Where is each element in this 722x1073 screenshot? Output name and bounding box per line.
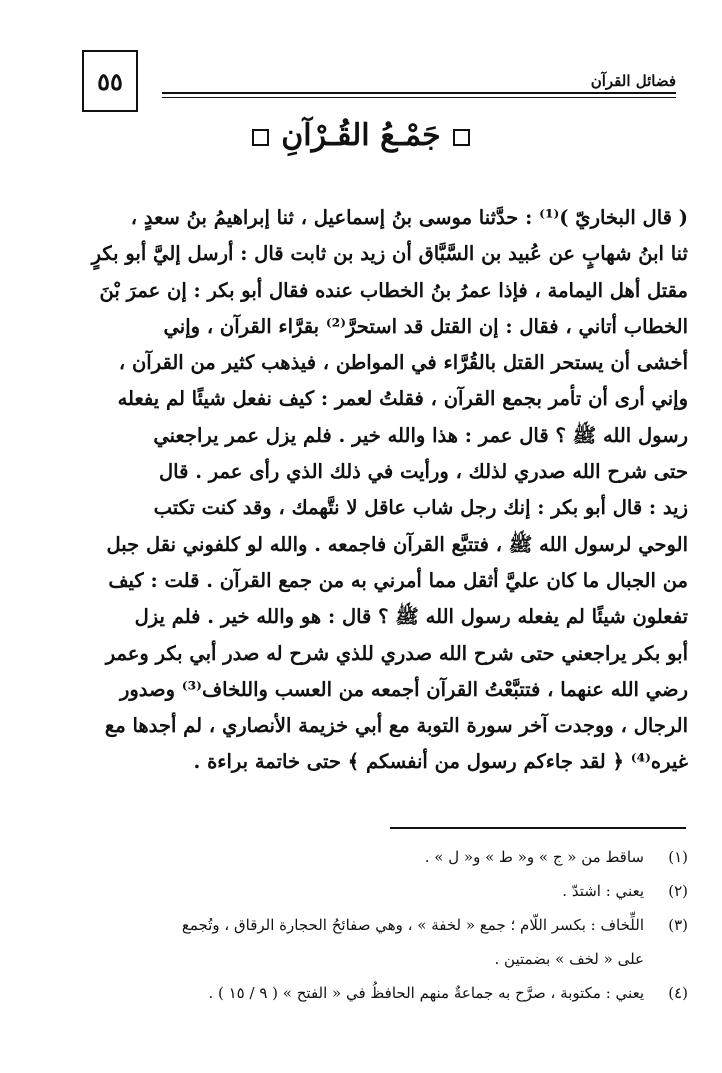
body-line: مقتل أهل اليمامة ، فإذا عمرُ بنُ الخطاب عنده فقال أبو بكر : إن عمرَ بْنَ [99, 278, 688, 302]
body-line: ثنا ابنُ شهابٍ عن عُبيد بن السَّبَّاق أن زيد بن ثابت قال : أرسل إليَّ أبو بكرٍ [91, 242, 688, 266]
body-line: الخطاب أتاني ، فقال : إن القتل قد استحرَّ⁽²⁾ بقرَّاء القرآن ، وإني [163, 314, 688, 338]
footnote-continuation: على « لخف » بضمتين . [494, 950, 644, 968]
footnote-number: (٢) [668, 882, 688, 900]
page-number: ٥٥ [97, 66, 123, 96]
section-heading [0, 118, 722, 153]
body-line: غيره⁽⁴⁾ ﴿ لقد جاءكم رسول من أنفسكم ﴾ حتى خاتمة براءة . [193, 750, 688, 774]
footnote-text: ساقط من « ج » و« ط » و« ل » . [424, 848, 644, 866]
body-line: وإني أرى أن تأمر بجمع القرآن ، فقلتُ لعمر : كيف نفعل شيئًا لم يفعله [117, 387, 688, 411]
header-rule [162, 92, 676, 94]
header-rule-thin [162, 97, 676, 98]
footnote-number: (٤) [668, 984, 688, 1002]
body-line: أبو بكر يراجعني حتى شرح الله صدري للذي شرح له صدر أبي بكر وعمر [105, 641, 688, 665]
footnote [52, 976, 688, 1010]
body-line: تفعلون شيئًا لم يفعله رسول الله ﷺ ؟ قال : هو والله خير . فلم يزل [134, 605, 688, 629]
body-line: رسول الله ﷺ ؟ قال عمر : هذا والله خير . فلم يزل عمر يراجعني [153, 423, 688, 447]
footnote [52, 908, 688, 942]
footnote-number: (٣) [668, 916, 688, 934]
body-line: من الجبال ما كان عليَّ أثقل مما أمرني به من جمع القرآن . قلت : كيف [108, 568, 688, 592]
footnote [52, 840, 688, 874]
footnotes [52, 840, 688, 1010]
body-line: ( قال البخاريّ )⁽¹⁾ : حدَّثنا موسى بنُ إسماعيل ، ثنا إبراهيمُ بنُ سعدٍ ، [130, 206, 688, 229]
footnote-separator [390, 827, 686, 829]
square-ornament-icon [252, 129, 269, 146]
body-line: الرجال ، ووجدت آخر سورة التوبة مع أبي خزيمة الأنصاري ، لم أجدها مع [104, 714, 688, 738]
body-line: أخشى أن يستحر القتل بالقُرَّاء في المواطن ، فيذهب كثير من القرآن ، [118, 351, 688, 375]
footnote [52, 874, 688, 908]
body-text [52, 200, 688, 781]
footnote-text: يعني : اشتدّ . [562, 882, 644, 900]
footnote-text: اللِّخاف : بكسر اللّام ؛ جمع « لخفة » ، وهي صفائحُ الحجارة الرقاق ، وتُجمع [181, 916, 644, 934]
body-line: حتى شرح الله صدري لذلك ، ورأيت في ذلك الذي رأى عمر . قال [158, 460, 688, 484]
footnote-text: يعني : مكتوبة ، صرَّح به جماعةٌ منهم الحافظُ في « الفتح » ( ٩ / ١٥ ) . [208, 984, 644, 1002]
section-title-text: جَمْـعُ القُـرْآنِ [281, 118, 441, 153]
body-line: رضي الله عنهما ، فتتبَّعْتُ القرآن أجمعه من العسب واللخاف⁽³⁾ وصدور [119, 677, 688, 701]
running-header-title: فضائل القرآن [590, 72, 676, 90]
square-ornament-icon [453, 129, 470, 146]
body-line: الوحي لرسول الله ﷺ ، فتتبَّع القرآن فاجمعه . والله لو كلفوني نقل جبل [106, 532, 688, 556]
body-line: زيد : قال أبو بكر : إنك رجل شاب عاقل لا نتَّهمك ، وقد كنت تكتب [153, 496, 688, 520]
page-number-box [82, 50, 138, 112]
footnote-number: (١) [668, 848, 688, 866]
